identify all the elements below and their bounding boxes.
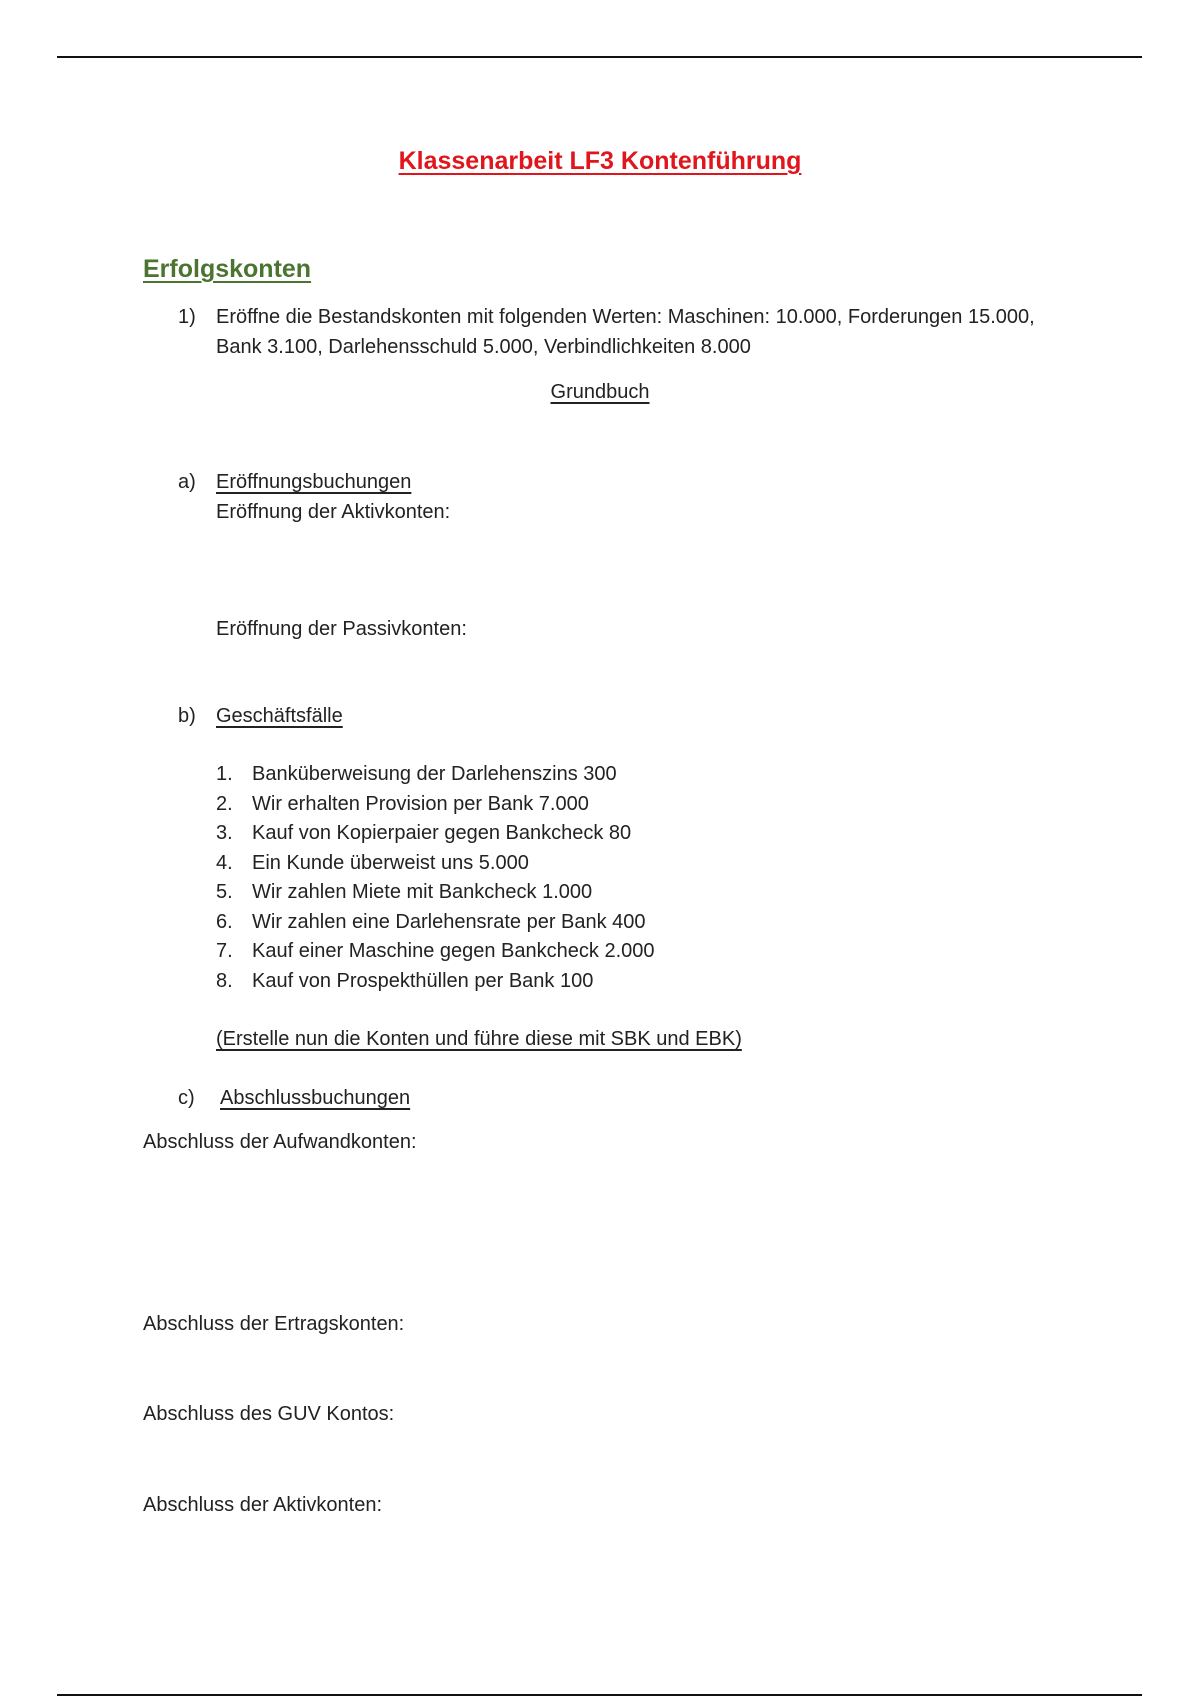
task-text-line-1: Eröffne die Bestandskonten mit folgenden Werten: Maschinen: 10.000, Forderungen 15.000,: [216, 306, 1035, 328]
top-rule: [57, 56, 1142, 58]
list-item: Wir erhalten Provision per Bank 7.000: [252, 793, 589, 815]
grundbuch-heading: Grundbuch: [550, 381, 650, 403]
list-item-number: 6.: [216, 911, 233, 933]
list-item-number: 7.: [216, 940, 233, 962]
part-c-label: c): [178, 1087, 195, 1109]
guv-closing-label: Abschluss des GUV Kontos:: [143, 1403, 395, 1425]
list-item: Ein Kunde überweist uns 5.000: [252, 852, 529, 874]
aktivkonten-closing-label: Abschluss der Aktivkonten:: [143, 1494, 383, 1516]
part-a-title: Eröffnungsbuchungen: [216, 471, 412, 493]
aufwandkonten-closing-label: Abschluss der Aufwandkonten:: [143, 1131, 417, 1153]
list-item: Wir zahlen Miete mit Bankcheck 1.000: [252, 881, 593, 903]
list-item: Banküberweisung der Darlehenszins 300: [252, 763, 617, 785]
instruction-note: (Erstelle nun die Konten und führe diese mit SBK und EBK): [216, 1028, 742, 1050]
part-b-label: b): [178, 705, 196, 727]
list-item: Kauf von Prospekthüllen per Bank 100: [252, 970, 594, 992]
bottom-rule: [57, 1694, 1142, 1696]
passivkonten-opening-label: Eröffnung der Passivkonten:: [216, 618, 467, 640]
ertragskonten-closing-label: Abschluss der Ertragskonten:: [143, 1313, 405, 1335]
task-text-line-2: Bank 3.100, Darlehensschuld 5.000, Verbindlichkeiten 8.000: [216, 336, 751, 358]
part-b-title: Geschäftsfälle: [216, 705, 343, 727]
list-item: Wir zahlen eine Darlehensrate per Bank 400: [252, 911, 646, 933]
section-heading: Erfolgskonten: [143, 255, 312, 283]
list-item-number: 1.: [216, 763, 233, 785]
page-title: Klassenarbeit LF3 Kontenführung: [398, 147, 802, 175]
list-item: Kauf von Kopierpaier gegen Bankcheck 80: [252, 822, 632, 844]
list-item-number: 4.: [216, 852, 233, 874]
list-item-number: 8.: [216, 970, 233, 992]
list-item-number: 3.: [216, 822, 233, 844]
part-a-label: a): [178, 471, 196, 493]
task-number: 1): [178, 306, 196, 328]
list-item-number: 5.: [216, 881, 233, 903]
list-item-number: 2.: [216, 793, 233, 815]
part-c-title: Abschlussbuchungen: [220, 1087, 411, 1109]
aktivkonten-opening-label: Eröffnung der Aktivkonten:: [216, 501, 451, 523]
list-item: Kauf einer Maschine gegen Bankcheck 2.000: [252, 940, 655, 962]
